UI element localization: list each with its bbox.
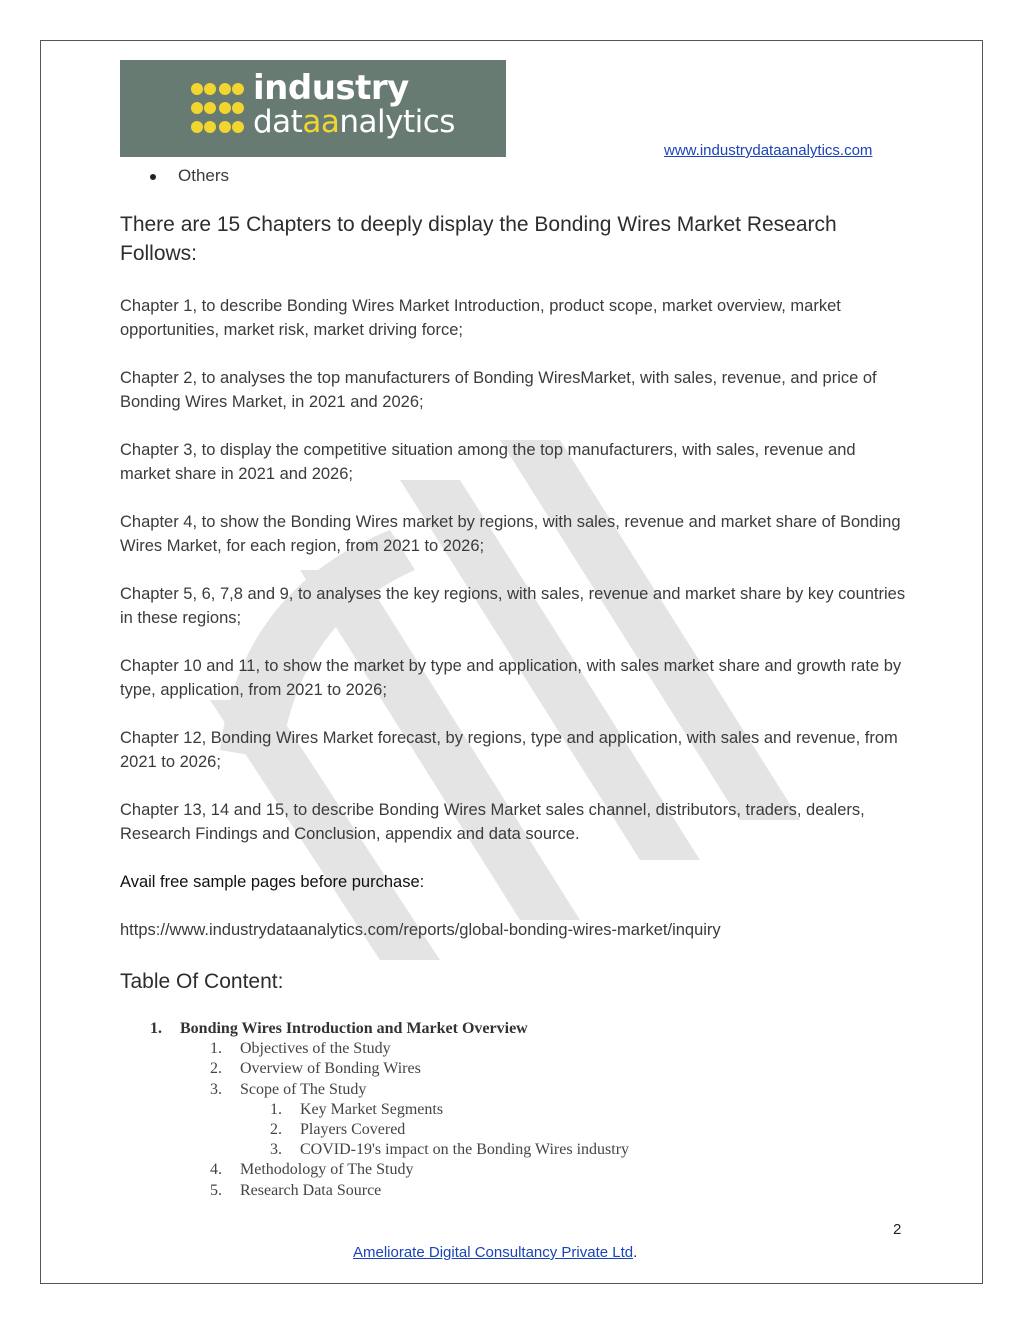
chapter-paragraph: Chapter 4, to show the Bonding Wires market by regions, with sales, revenue and market share of Bonding Wires Market, for each region, from 2021 to 2026; bbox=[120, 513, 901, 555]
toc-title: Table Of Content: bbox=[120, 970, 284, 993]
website-link[interactable]: www.industrydataanalytics.com bbox=[664, 142, 873, 159]
page-number: 2 bbox=[893, 1221, 902, 1238]
footer-period: . bbox=[633, 1244, 638, 1261]
toc-item-main: 1. Bonding Wires Introduction and Market Overview bbox=[150, 1020, 528, 1037]
inquiry-url[interactable]: https://www.industrydataanalytics.com/reports/global-bonding-wires-market/inquiry bbox=[120, 921, 721, 939]
toc-subitem: 2. Players Covered bbox=[270, 1121, 406, 1139]
company-logo bbox=[120, 60, 506, 157]
chapter-paragraph: Chapter 3, to display the competitive situation among the top manufacturers, with sales, revenue and market share in 2021 and 2026; bbox=[120, 441, 856, 483]
bullet-icon bbox=[150, 174, 156, 180]
chapter-paragraph: Chapter 1, to describe Bonding Wires Market Introduction, product scope, market overview, market opportunities, market risk, market driving force; bbox=[120, 297, 841, 339]
chapter-paragraph: Chapter 10 and 11, to show the market by type and application, with sales market share and growth rate by type, application, from 2021 to 2026; bbox=[120, 657, 902, 699]
section-heading: There are 15 Chapters to deeply display the Bonding Wires Market Research Follows: bbox=[120, 213, 837, 265]
chapter-paragraph: Chapter 5, 6, 7,8 and 9, to analyses the key regions, with sales, revenue and market share by key countries in these regions; bbox=[120, 585, 906, 627]
chapter-paragraph: Chapter 2, to analyses the top manufacturers of Bonding WiresMarket, with sales, revenue, and price of Bonding Wires Market, in 2021 and 2026; bbox=[120, 369, 877, 411]
toc-item: 5. Research Data Source bbox=[210, 1181, 382, 1199]
footer bbox=[353, 1244, 637, 1261]
footer-company-link[interactable]: Ameliorate Digital Consultancy Private Ltd bbox=[353, 1244, 634, 1261]
bullet-item-label: Others bbox=[178, 166, 230, 185]
toc-subitem: 1. Key Market Segments bbox=[270, 1100, 444, 1118]
toc-item: 3. Scope of The Study bbox=[210, 1080, 367, 1098]
chapter-paragraph: Chapter 13, 14 and 15, to describe Bonding Wires Market sales channel, distributors, traders, dealers, Research Findings and Conclusion, appendix and data source. bbox=[120, 801, 865, 843]
toc-item: 2. Overview of Bonding Wires bbox=[210, 1060, 421, 1078]
sample-pages-label: Avail free sample pages before purchase: bbox=[120, 873, 425, 891]
table-of-contents bbox=[150, 1019, 629, 1201]
toc-item: 4. Methodology of The Study bbox=[210, 1161, 414, 1179]
bullet-item bbox=[150, 166, 229, 186]
logo-word-dataanalytics: dataanalytics bbox=[253, 104, 455, 140]
toc-subitem: 3. COVID-19's impact on the Bonding Wires industry bbox=[270, 1141, 630, 1159]
logo-dots-icon bbox=[190, 82, 245, 134]
logo-word-industry: industry bbox=[253, 68, 409, 108]
main-content bbox=[120, 210, 910, 996]
toc-item: 1. Objectives of the Study bbox=[210, 1040, 391, 1058]
chapter-paragraph: Chapter 12, Bonding Wires Market forecast, by regions, type and application, with sales and revenue, from 2021 to 2026; bbox=[120, 729, 898, 771]
